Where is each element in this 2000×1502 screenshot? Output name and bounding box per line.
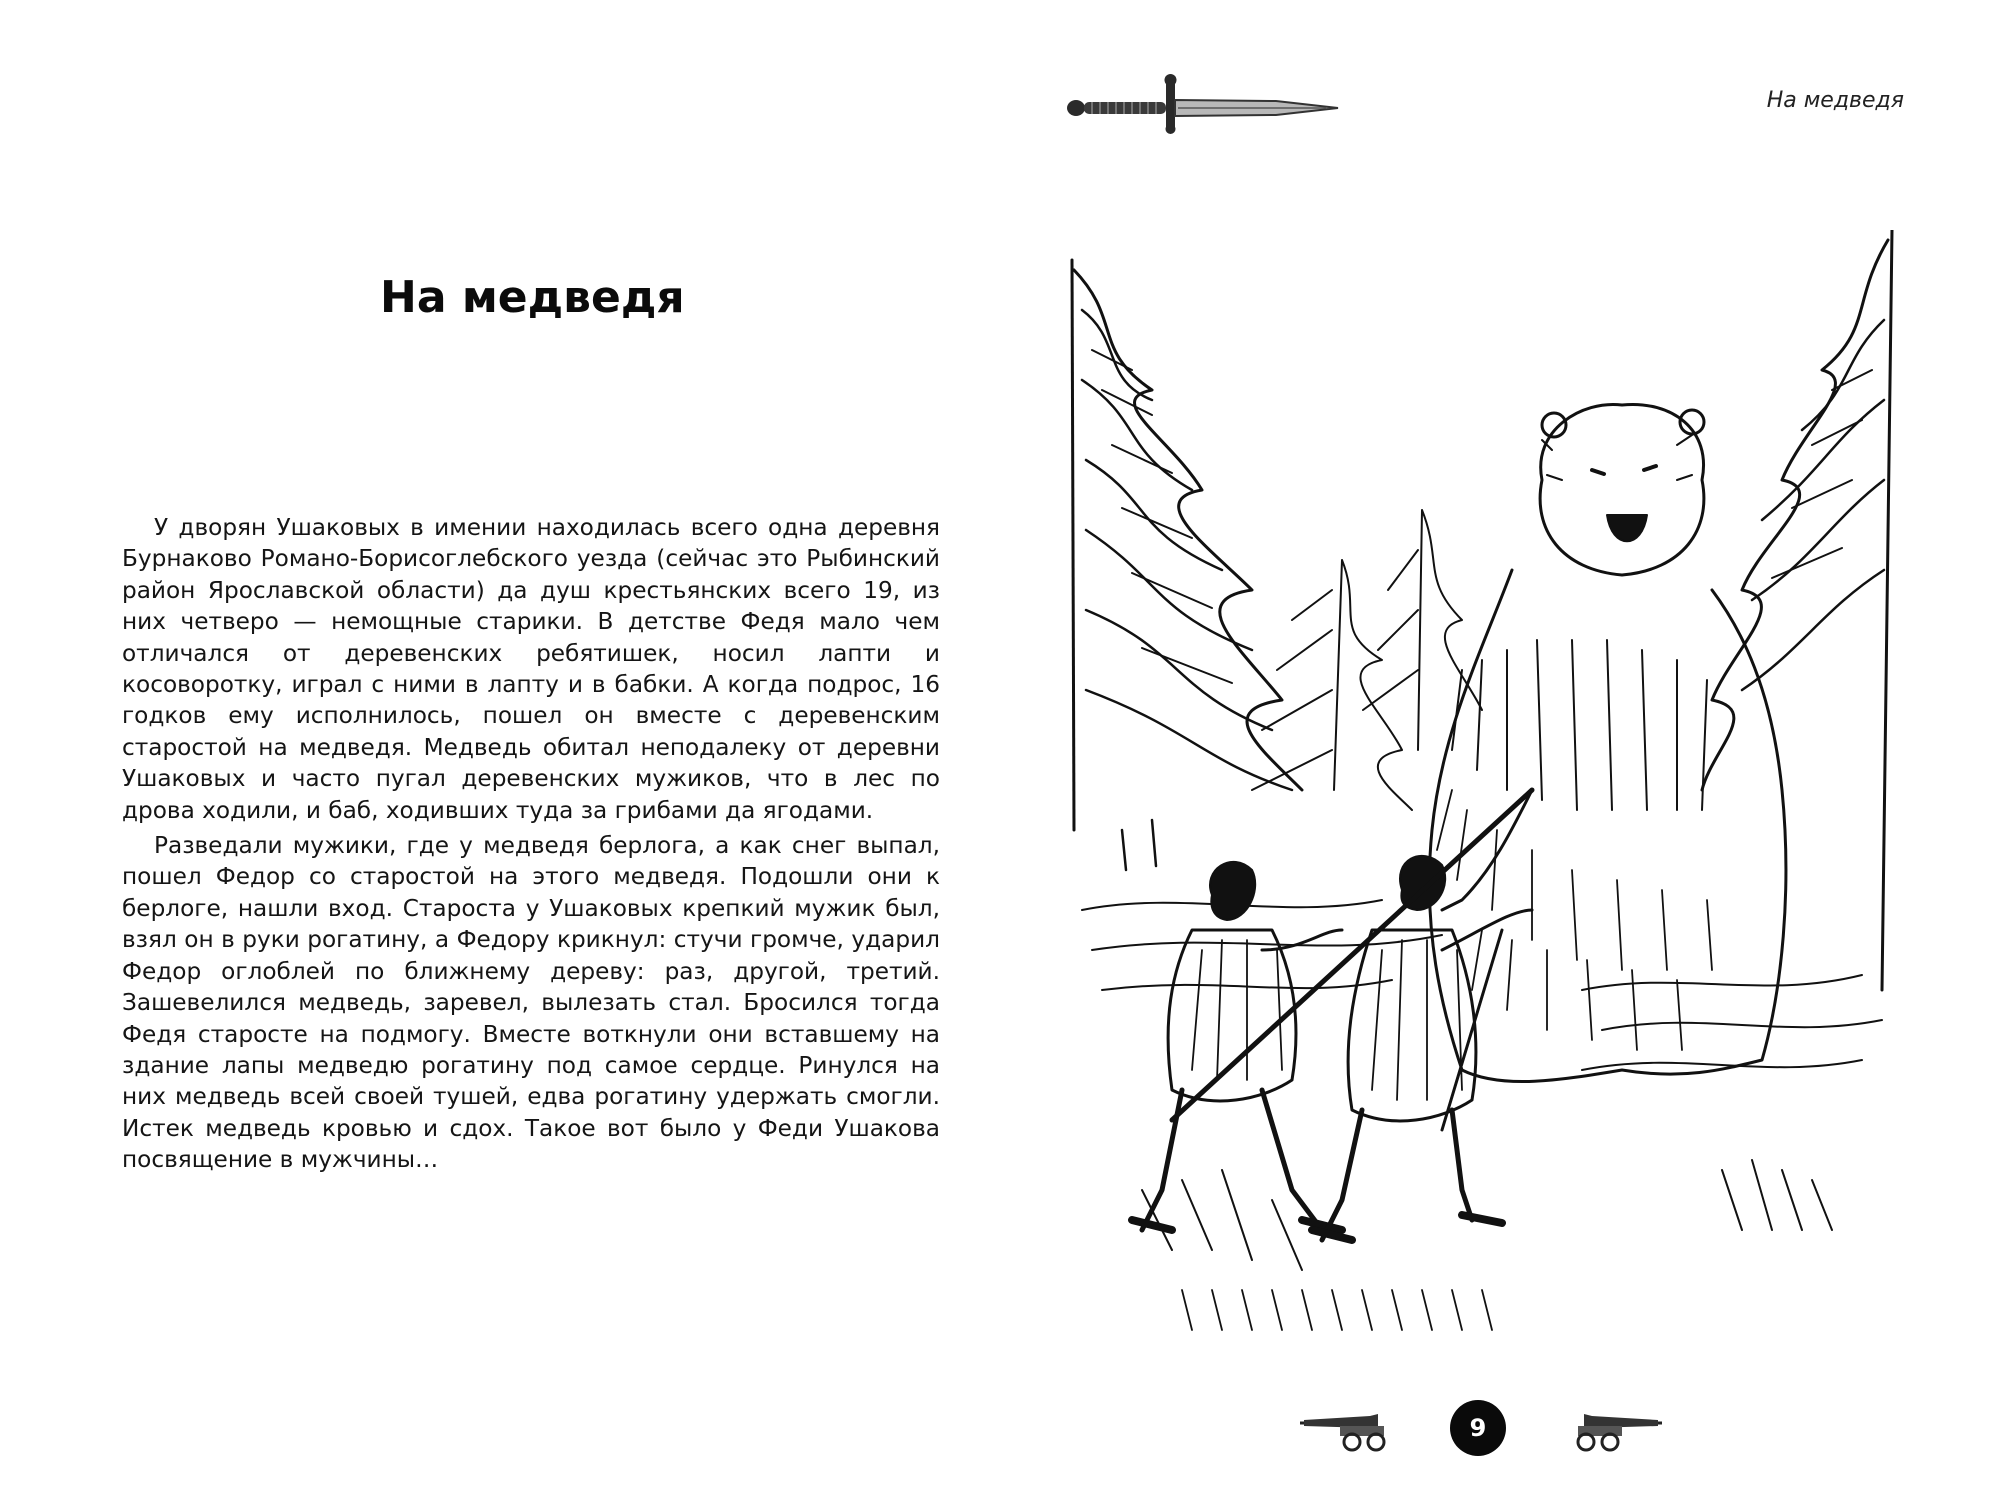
cannon-icon [1300,1408,1400,1452]
running-head: На медведя [1766,88,1904,113]
body-text [122,512,940,1176]
paragraph: Разведали мужики, где у медведя берлога, а как снег выпал, пошел Федор со старостой на этого медведя. Подошли они к берлоге, нашли вход. Староста у Ушаковых крепкий мужик был, взял он в руки рогатину, а Федору крикнул: стучи громче, ударил Федор оглоблей по ближнему дереву: раз, другой, третий. Зашевелился медведь, заревел, вылезать стал. Бросился тогда Федя старосте на подмогу. Вместе воткнули они вставшему на здание лапы медведю рогатину под самое сердце. Ринулся на них медведь всей своей тушей, едва рогатину удержать смогли. Истек медведь кровью и сдох. Такое вот было у Феди Ушакова посвящение в мужчины… [122,832,940,1174]
paragraph: У дворян Ушаковых в имении находилась всего одна деревня Бурнаково Романо-Борисоглебского уезда (сейчас это Рыбинский район Ярославской области) да душ крестьянских всего 19, из них четверо — немощные старики. В детстве Федя мало чем отличался от деревенских ребятишек, носил лапти и косоворотку, играл с ними в лапту и в бабки. А когда подрос, 16 годков ему исполнилось, пошел он вместе с деревенским старостой на медведя. Медведь обитал неподалеку от деревни Ушаковых и часто пугал деревенских мужиков, что в лес по дрова ходили, и баб, ходивших туда за грибами да ягодами. [122,514,940,824]
folio [1300,1400,1580,1456]
bear-hunt-illustration [1062,230,1908,1360]
page-number: 9 [1450,1400,1506,1456]
cannon-icon [1562,1408,1662,1452]
dagger-icon [1066,74,1342,134]
chapter-title: На медведя [380,272,685,323]
